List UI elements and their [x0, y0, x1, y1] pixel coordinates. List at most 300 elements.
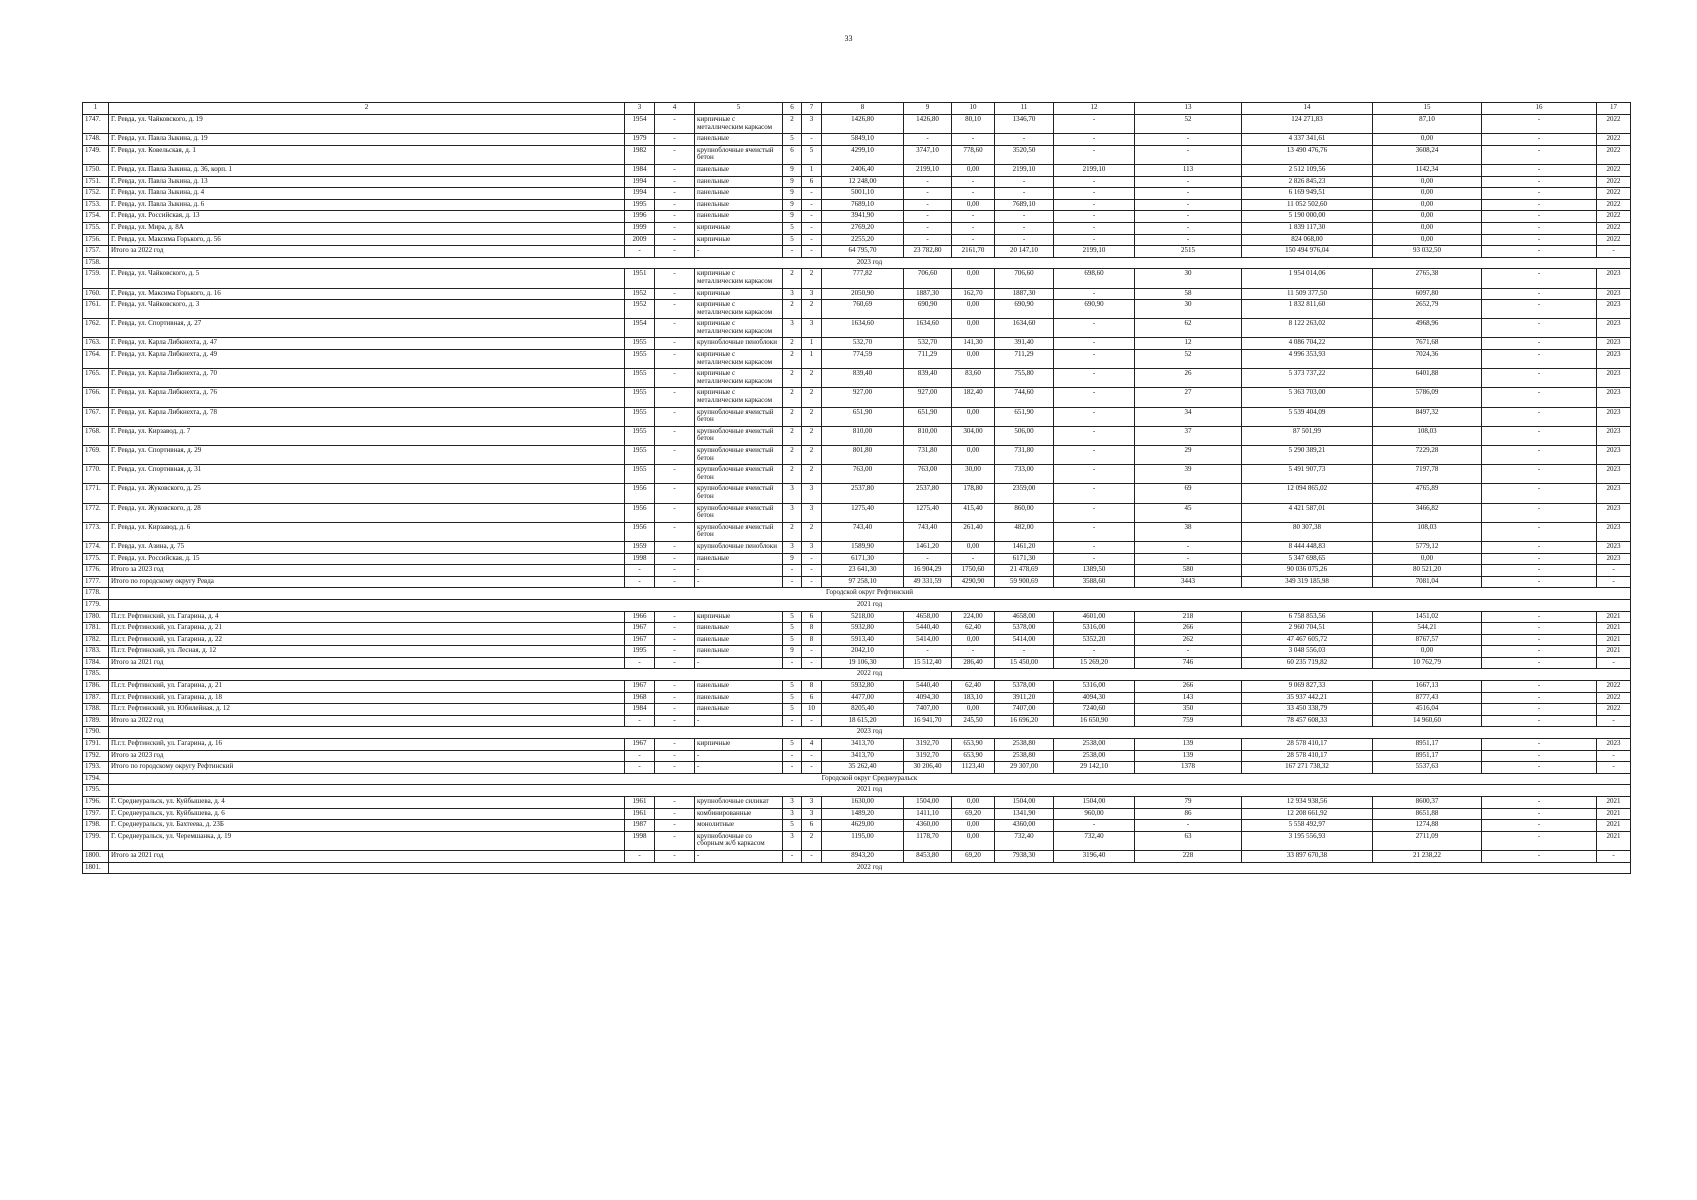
table-cell: 690,90: [1054, 300, 1135, 319]
table-cell: 20 147,10: [995, 246, 1054, 258]
table-cell: -: [1597, 750, 1631, 762]
table-cell: 0,00: [1373, 222, 1482, 234]
table-cell: -: [995, 188, 1054, 200]
table-cell: 2022: [1597, 176, 1631, 188]
section-title: 2022 год: [109, 862, 1631, 874]
table-cell: 8497,32: [1373, 407, 1482, 426]
table-cell: -: [625, 576, 655, 588]
table-cell: 16 941,70: [904, 715, 952, 727]
table-cell: -: [655, 446, 695, 465]
table-cell: -: [802, 565, 822, 577]
column-number-cell: 17: [1597, 103, 1631, 115]
table-cell: монолитные: [695, 820, 783, 832]
table-cell: -: [655, 134, 695, 146]
table-cell: 108,03: [1373, 522, 1482, 541]
table-cell: -: [802, 211, 822, 223]
table-cell: 12 208 661,92: [1242, 808, 1373, 820]
table-cell: -: [1482, 623, 1597, 635]
table-cell: Г. Ревда, ул. Чайковского, д. 19: [109, 115, 625, 134]
table-cell: 30 206,40: [904, 762, 952, 774]
table-cell: 23 782,80: [904, 246, 952, 258]
table-cell: 5316,00: [1054, 681, 1135, 693]
section-row: [83, 727, 1631, 739]
table-cell: 162,70: [952, 288, 995, 300]
table-cell: 5786,09: [1373, 388, 1482, 407]
table-cell: 33 897 670,38: [1242, 850, 1373, 862]
table-cell: 13 490 476,76: [1242, 145, 1373, 164]
row-number: 1787.: [83, 692, 109, 704]
table-cell: 3: [802, 797, 822, 809]
table-cell: 1952: [625, 288, 655, 300]
table-cell: -: [1482, 739, 1597, 751]
table-cell: 69,20: [952, 808, 995, 820]
table-cell: 1461,20: [904, 541, 952, 553]
table-cell: 1995: [625, 199, 655, 211]
table-cell: -: [655, 176, 695, 188]
table-cell: Итого за 2022 год: [109, 246, 625, 258]
table-cell: -: [904, 234, 952, 246]
table-cell: -: [1482, 850, 1597, 862]
table-row: [83, 503, 1631, 522]
table-row: [83, 646, 1631, 658]
table-cell: панельные: [695, 199, 783, 211]
table-cell: -: [695, 762, 783, 774]
table-cell: 4 996 353,93: [1242, 350, 1373, 369]
table-cell: 3: [783, 831, 802, 850]
section-title: 2023 год: [109, 257, 1631, 269]
row-number: 1782.: [83, 634, 109, 646]
table-cell: 3466,82: [1373, 503, 1482, 522]
table-cell: 1982: [625, 145, 655, 164]
table-cell: 1426,80: [904, 115, 952, 134]
table-cell: 60 235 719,82: [1242, 657, 1373, 669]
table-cell: -: [1482, 541, 1597, 553]
table-cell: 11 509 377,50: [1242, 288, 1373, 300]
table-cell: 2023: [1597, 319, 1631, 338]
table-cell: -: [1482, 176, 1597, 188]
table-cell: 2023: [1597, 522, 1631, 541]
table-cell: 732,40: [1054, 831, 1135, 850]
table-cell: -: [1135, 199, 1242, 211]
table-cell: 6: [802, 176, 822, 188]
table-cell: 2021: [1597, 797, 1631, 809]
table-cell: 64 795,70: [822, 246, 904, 258]
table-cell: 5: [783, 611, 802, 623]
table-cell: 97 258,10: [822, 576, 904, 588]
table-cell: -: [783, 576, 802, 588]
table-cell: 52: [1135, 115, 1242, 134]
table-cell: -: [1482, 199, 1597, 211]
table-row: [83, 739, 1631, 751]
table-cell: 139: [1135, 750, 1242, 762]
table-cell: панельные: [695, 164, 783, 176]
section-row: [83, 257, 1631, 269]
table-cell: 0,00: [1373, 553, 1482, 565]
table-cell: 744,60: [995, 388, 1054, 407]
row-number: 1775.: [83, 553, 109, 565]
table-cell: крупноблочные пеноблоки: [695, 338, 783, 350]
table-cell: -: [1054, 553, 1135, 565]
table-cell: -: [783, 246, 802, 258]
table-cell: 2022: [1597, 199, 1631, 211]
table-cell: 711,29: [995, 350, 1054, 369]
table-cell: 1634,60: [904, 319, 952, 338]
table-cell: 37: [1135, 426, 1242, 445]
table-cell: 3: [783, 319, 802, 338]
table-cell: 927,00: [822, 388, 904, 407]
table-cell: 5849,10: [822, 134, 904, 146]
table-cell: -: [655, 704, 695, 716]
table-cell: -: [1482, 503, 1597, 522]
table-cell: -: [1482, 446, 1597, 465]
table-cell: -: [655, 623, 695, 635]
table-cell: -: [625, 850, 655, 862]
table-cell: -: [655, 692, 695, 704]
table-cell: -: [655, 407, 695, 426]
table-cell: 47 467 605,72: [1242, 634, 1373, 646]
table-cell: 1 839 117,30: [1242, 222, 1373, 234]
table-cell: 1426,80: [822, 115, 904, 134]
table-cell: 2022: [1597, 681, 1631, 693]
table-cell: -: [655, 369, 695, 388]
table-cell: 2023: [1597, 300, 1631, 319]
table-cell: -: [655, 850, 695, 862]
table-cell: 2199,10: [1054, 246, 1135, 258]
table-cell: 2537,80: [904, 484, 952, 503]
table-cell: 6097,80: [1373, 288, 1482, 300]
table-cell: 350: [1135, 704, 1242, 716]
table-cell: 286,40: [952, 657, 995, 669]
table-cell: -: [952, 176, 995, 188]
table-cell: 14 960,60: [1373, 715, 1482, 727]
table-cell: -: [655, 319, 695, 338]
table-cell: 706,60: [904, 269, 952, 288]
table-cell: 760,69: [822, 300, 904, 319]
table-cell: 12: [1135, 338, 1242, 350]
table-cell: 1634,60: [822, 319, 904, 338]
table-cell: -: [1054, 646, 1135, 658]
table-cell: Г. Среднеуральск, ул. Куйбышева, д. 6: [109, 808, 625, 820]
table-cell: -: [802, 750, 822, 762]
table-cell: 1887,30: [995, 288, 1054, 300]
table-cell: 3: [802, 115, 822, 134]
table-cell: -: [655, 553, 695, 565]
table-cell: 1378: [1135, 762, 1242, 774]
table-cell: 3: [802, 808, 822, 820]
table-cell: -: [655, 750, 695, 762]
row-number: 1768.: [83, 426, 109, 445]
table-cell: 0,00: [952, 820, 995, 832]
table-cell: -: [995, 134, 1054, 146]
table-cell: 801,80: [822, 446, 904, 465]
table-cell: 690,90: [995, 300, 1054, 319]
table-cell: 5001,10: [822, 188, 904, 200]
table-cell: 8600,37: [1373, 797, 1482, 809]
table-cell: 8777,43: [1373, 692, 1482, 704]
table-cell: 0,00: [1373, 188, 1482, 200]
row-number: 1786.: [83, 681, 109, 693]
table-row: [83, 797, 1631, 809]
table-cell: 5414,00: [995, 634, 1054, 646]
table-cell: панельные: [695, 134, 783, 146]
table-cell: 7689,10: [995, 199, 1054, 211]
row-number: 1792.: [83, 750, 109, 762]
table-cell: -: [1135, 211, 1242, 223]
table-cell: 1: [802, 164, 822, 176]
table-cell: 224,00: [952, 611, 995, 623]
table-cell: 2021: [1597, 611, 1631, 623]
table-cell: Г. Ревда, ул. Ковельская, д. 1: [109, 145, 625, 164]
table-cell: 5378,00: [995, 681, 1054, 693]
table-cell: 1961: [625, 797, 655, 809]
row-number: 1774.: [83, 541, 109, 553]
table-cell: 2023: [1597, 739, 1631, 751]
table-cell: Г. Ревда, ул. Павла Зыкина, д. 13: [109, 176, 625, 188]
table-cell: 5316,00: [1054, 623, 1135, 635]
table-cell: -: [655, 246, 695, 258]
table-cell: 1504,00: [904, 797, 952, 809]
table-cell: 1275,40: [822, 503, 904, 522]
table-cell: 15 450,00: [995, 657, 1054, 669]
table-cell: -: [655, 503, 695, 522]
table-cell: -: [1597, 246, 1631, 258]
table-cell: -: [695, 576, 783, 588]
table-cell: 1389,50: [1054, 565, 1135, 577]
table-cell: 2023: [1597, 407, 1631, 426]
table-cell: Г. Ревда, ул. Кирзавод, д. 7: [109, 426, 625, 445]
table-cell: 1955: [625, 465, 655, 484]
table-cell: -: [655, 115, 695, 134]
table-cell: 5 491 907,73: [1242, 465, 1373, 484]
table-cell: -: [1135, 234, 1242, 246]
table-cell: 2652,79: [1373, 300, 1482, 319]
table-cell: -: [1482, 269, 1597, 288]
table-cell: -: [655, 576, 695, 588]
table-cell: 3443: [1135, 576, 1242, 588]
column-number-cell: 6: [783, 103, 802, 115]
table-cell: панельные: [695, 211, 783, 223]
row-number: 1762.: [83, 319, 109, 338]
table-cell: -: [904, 211, 952, 223]
table-row: [83, 269, 1631, 288]
table-cell: 778,60: [952, 145, 995, 164]
table-cell: П.г.т. Рефтинский, ул. Гагарина, д. 4: [109, 611, 625, 623]
table-cell: 0,00: [952, 350, 995, 369]
table-cell: -: [655, 465, 695, 484]
table-cell: 1984: [625, 164, 655, 176]
table-cell: 1955: [625, 350, 655, 369]
table-cell: 706,60: [995, 269, 1054, 288]
table-row: [83, 388, 1631, 407]
table-cell: 1966: [625, 611, 655, 623]
table-cell: -: [802, 850, 822, 862]
table-cell: 3: [783, 503, 802, 522]
table-cell: 8951,17: [1373, 739, 1482, 751]
table-cell: 2022: [1597, 164, 1631, 176]
table-cell: 5: [783, 692, 802, 704]
table-cell: 2022: [1597, 145, 1631, 164]
table-cell: 7240,60: [1054, 704, 1135, 716]
table-cell: 80 307,38: [1242, 522, 1373, 541]
table-cell: П.г.т. Рефтинский, ул. Юбилейная, д. 12: [109, 704, 625, 716]
table-cell: 4299,10: [822, 145, 904, 164]
row-number: 1785.: [83, 669, 109, 681]
table-cell: -: [1482, 222, 1597, 234]
table-cell: -: [655, 634, 695, 646]
row-number: 1765.: [83, 369, 109, 388]
row-number: 1760.: [83, 288, 109, 300]
table-cell: Итого за 2022 год: [109, 715, 625, 727]
table-cell: 1999: [625, 222, 655, 234]
table-cell: Г. Ревда, ул. Павла Зыкина, д. 36, корп. 1: [109, 164, 625, 176]
table-cell: 9: [783, 553, 802, 565]
table-cell: 4360,00: [904, 820, 952, 832]
table-cell: 6 169 949,51: [1242, 188, 1373, 200]
table-cell: 2: [783, 465, 802, 484]
table-cell: 5: [783, 820, 802, 832]
table-cell: 5537,63: [1373, 762, 1482, 774]
table-cell: 304,00: [952, 426, 995, 445]
table-cell: -: [802, 576, 822, 588]
table-cell: 4765,89: [1373, 484, 1482, 503]
row-number: 1758.: [83, 257, 109, 269]
table-cell: -: [1054, 338, 1135, 350]
table-cell: 2255,20: [822, 234, 904, 246]
table-row: [83, 565, 1631, 577]
table-cell: 2022: [1597, 704, 1631, 716]
table-cell: -: [1482, 246, 1597, 258]
table-cell: 7938,30: [995, 850, 1054, 862]
table-cell: 9: [783, 164, 802, 176]
table-cell: 167 271 738,32: [1242, 762, 1373, 774]
table-row: [83, 426, 1631, 445]
table-cell: 1346,70: [995, 115, 1054, 134]
section-title: Городской округ Рефтинский: [109, 588, 1631, 600]
table-cell: П.г.т. Рефтинский, ул. Лесная, д. 12: [109, 646, 625, 658]
table-cell: -: [904, 176, 952, 188]
register-table-container: [82, 102, 1621, 874]
table-cell: 2023: [1597, 553, 1631, 565]
table-cell: -: [695, 657, 783, 669]
table-cell: 5 363 703,00: [1242, 388, 1373, 407]
table-cell: 1951: [625, 269, 655, 288]
table-cell: -: [1482, 188, 1597, 200]
table-row: [83, 338, 1631, 350]
table-cell: Итого за 2021 год: [109, 657, 625, 669]
table-cell: -: [952, 188, 995, 200]
table-cell: 9 069 827,33: [1242, 681, 1373, 693]
table-cell: 349 319 185,98: [1242, 576, 1373, 588]
table-cell: 0,00: [952, 446, 995, 465]
table-row: [83, 522, 1631, 541]
row-number: 1778.: [83, 588, 109, 600]
table-cell: 2021: [1597, 623, 1631, 635]
table-cell: 653,90: [952, 750, 995, 762]
table-cell: крупноблочные пеноблоки: [695, 541, 783, 553]
table-cell: 9: [783, 176, 802, 188]
table-cell: -: [1054, 426, 1135, 445]
table-cell: 2199,10: [904, 164, 952, 176]
table-cell: крупноблочные ячеистый бетон: [695, 484, 783, 503]
table-cell: -: [1482, 576, 1597, 588]
table-cell: 4601,00: [1054, 611, 1135, 623]
table-cell: 4360,00: [995, 820, 1054, 832]
table-cell: кирпичные с металлическим каркасом: [695, 350, 783, 369]
table-cell: 262: [1135, 634, 1242, 646]
table-cell: 124 271,83: [1242, 115, 1373, 134]
row-number: 1747.: [83, 115, 109, 134]
table-cell: 2: [802, 369, 822, 388]
table-cell: 2: [783, 369, 802, 388]
table-cell: Итого по городскому округу Ревда: [109, 576, 625, 588]
table-cell: кирпичные: [695, 611, 783, 623]
table-cell: 839,40: [822, 369, 904, 388]
table-cell: 1: [802, 350, 822, 369]
table-cell: 1954: [625, 115, 655, 134]
column-number-cell: 3: [625, 103, 655, 115]
table-cell: 1987: [625, 820, 655, 832]
table-cell: 2711,09: [1373, 831, 1482, 850]
table-cell: 2050,90: [822, 288, 904, 300]
table-cell: 1411,10: [904, 808, 952, 820]
table-cell: -: [1054, 319, 1135, 338]
table-cell: 39: [1135, 465, 1242, 484]
row-number: 1759.: [83, 269, 109, 288]
table-cell: -: [802, 188, 822, 200]
table-cell: -: [655, 681, 695, 693]
table-cell: 5440,40: [904, 681, 952, 693]
table-cell: Г. Ревда, ул. Карла Либкнехта, д. 47: [109, 338, 625, 350]
table-cell: 0,00: [1373, 234, 1482, 246]
table-cell: 2199,10: [1054, 164, 1135, 176]
table-cell: 777,82: [822, 269, 904, 288]
table-cell: 1954: [625, 319, 655, 338]
table-cell: 2406,40: [822, 164, 904, 176]
table-cell: крупноблочные силикат: [695, 797, 783, 809]
row-number: 1793.: [83, 762, 109, 774]
table-cell: 1996: [625, 211, 655, 223]
table-cell: 6: [802, 611, 822, 623]
table-cell: 2: [783, 350, 802, 369]
table-cell: -: [1482, 715, 1597, 727]
table-cell: 80 521,20: [1373, 565, 1482, 577]
table-cell: 8 444 448,83: [1242, 541, 1373, 553]
table-cell: -: [995, 646, 1054, 658]
table-cell: 1955: [625, 388, 655, 407]
table-cell: -: [655, 338, 695, 350]
table-cell: 266: [1135, 623, 1242, 635]
table-cell: Г. Ревда, ул. Спортивная, д. 31: [109, 465, 625, 484]
table-cell: 49 331,59: [904, 576, 952, 588]
table-cell: 3: [783, 808, 802, 820]
table-cell: 5414,00: [904, 634, 952, 646]
table-cell: 150 494 976,04: [1242, 246, 1373, 258]
table-cell: 2: [802, 388, 822, 407]
column-number-cell: 7: [802, 103, 822, 115]
table-cell: 5: [783, 704, 802, 716]
row-number: 1790.: [83, 727, 109, 739]
row-number: 1797.: [83, 808, 109, 820]
table-cell: 3: [783, 797, 802, 809]
table-cell: 651,90: [995, 407, 1054, 426]
table-cell: 3: [802, 503, 822, 522]
table-cell: -: [655, 820, 695, 832]
table-cell: 1995: [625, 646, 655, 658]
table-cell: крупноблочные ячеистый бетон: [695, 145, 783, 164]
table-cell: 34: [1135, 407, 1242, 426]
table-cell: 1956: [625, 503, 655, 522]
table-cell: 2009: [625, 234, 655, 246]
